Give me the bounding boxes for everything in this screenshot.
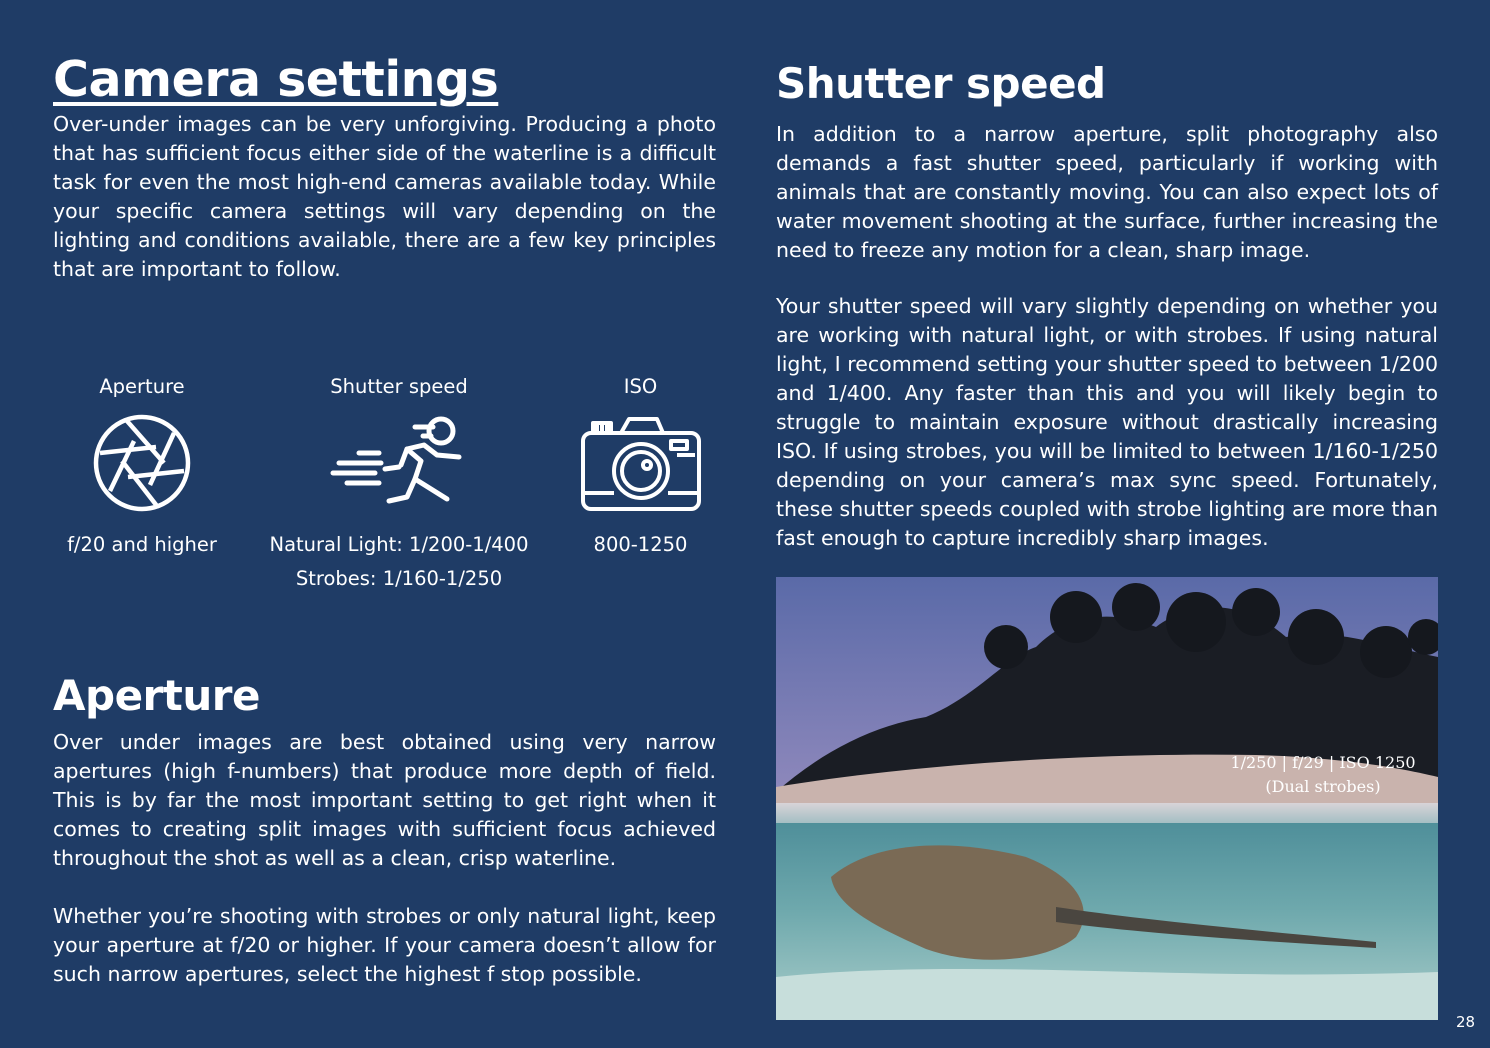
page-number: 28 [1456, 1013, 1476, 1031]
setting-shutter-speed [253, 372, 545, 596]
aperture-paragraph-1: Over under images are best obtained using very narrow apertures (high f-numbers) that produce more depth of field. This is by far the most important setting to get right when it comes to creating split images with sufficient focus achieved throughout the shot as well as a clean, crisp waterline. [53, 730, 716, 870]
running-person-icon [253, 408, 545, 518]
setting-iso [573, 372, 708, 562]
setting-label: ISO [623, 375, 658, 398]
camera-icon [573, 408, 708, 518]
aperture-section [53, 670, 716, 989]
setting-value: f/20 and higher [67, 533, 217, 556]
aperture-icon [53, 408, 231, 518]
setting-aperture [53, 372, 231, 562]
setting-value-secondary: Strobes: 1/160-1/250 [295, 567, 503, 590]
setting-label: Aperture [99, 375, 185, 398]
shutter-section [776, 58, 1438, 553]
caption-settings: 1/250 | f/29 | ISO 1250 [1230, 753, 1416, 772]
page-title: Camera settings [53, 51, 499, 108]
shutter-paragraph-2: Your shutter speed will vary slightly depending on whether you are working with natural light, or with strobes. If using natural light, I recommend setting your shutter speed to between 1/200 and 1/400. Any faster than this and you will likely begin to struggle to maintain exposure without drastically increasing ISO. If using strobes, you will be limited to between 1/160-1/250 depending on your camera’s max sync speed. Fortunately, these shutter speeds coupled with strobe lighting are more than fast enough to capture incredibly sharp images. [776, 294, 1438, 550]
shutter-heading: Shutter speed [776, 59, 1106, 108]
shutter-paragraph-1: In addition to a narrow aperture, split photography also demands a fast shutter speed, particularly if working with animals that are constantly moving. You can also expect lots of water movement shooting at the surface, further increasing the need to freeze any motion for a clean, sharp image. [776, 122, 1438, 262]
left-column [53, 50, 716, 284]
setting-value: 800-1250 [593, 533, 688, 556]
settings-summary [53, 372, 716, 602]
caption-lighting: (Dual strobes) [1265, 777, 1381, 796]
aperture-paragraph-2: Whether you’re shooting with strobes or only natural light, keep your aperture at f/20 or higher. If your camera doesn’t allow for such narrow apertures, select the highest f stop possible. [53, 904, 716, 986]
aperture-heading: Aperture [53, 671, 260, 720]
setting-label: Shutter speed [330, 375, 468, 398]
photo-caption [1228, 751, 1418, 799]
setting-value: Natural Light: 1/200-1/400 [269, 533, 529, 556]
intro-paragraph: Over-under images can be very unforgiving. Producing a photo that has sufficient focus either side of the waterline is a difficult task for even the most high-end cameras available today. While your specific camera settings will vary depending on the lighting and conditions available, there are a few key principles that are important to follow. [53, 112, 716, 281]
